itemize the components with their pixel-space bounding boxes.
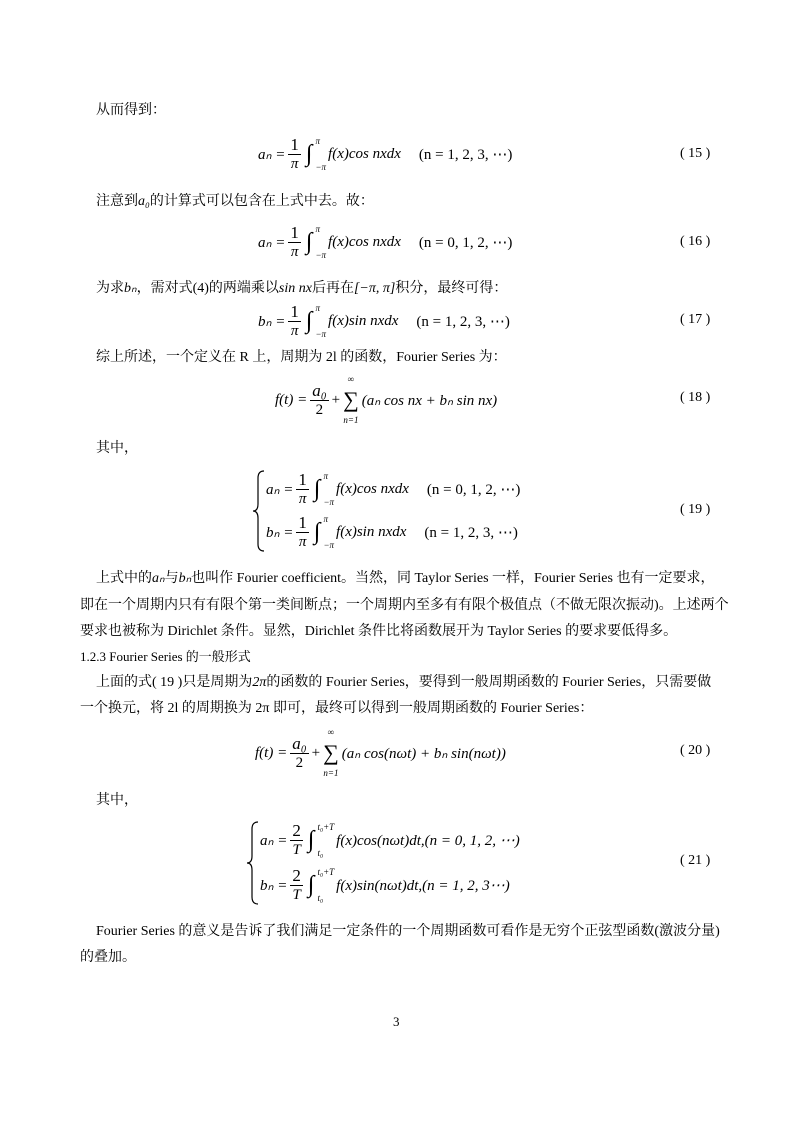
equation-label: ( 20 ) bbox=[680, 743, 711, 758]
text-line: 综上所述，一个定义在 R 上，周期为 2l 的函数，Fourier Series 为： bbox=[96, 350, 507, 365]
numerator: 1 bbox=[290, 302, 299, 321]
text-line bbox=[96, 280, 507, 298]
sigma-icon: ∑ bbox=[343, 387, 359, 412]
upper-limit: t₀+T bbox=[317, 867, 335, 877]
fraction bbox=[296, 470, 309, 508]
eq-lhs: aₙ = bbox=[266, 481, 294, 498]
text: 注意到 bbox=[96, 194, 138, 209]
equation-label: ( 17 ) bbox=[680, 312, 711, 327]
plus-sign: + bbox=[311, 744, 321, 761]
eq-lhs: aₙ = bbox=[258, 234, 286, 251]
upper-limit: π bbox=[315, 303, 320, 313]
text: 积分，最终可得： bbox=[395, 281, 508, 296]
equation-15 bbox=[258, 135, 512, 173]
numerator: a₀ bbox=[312, 381, 327, 400]
integral bbox=[306, 136, 326, 172]
text: 后再在 bbox=[311, 281, 354, 296]
equation-20 bbox=[255, 727, 506, 779]
integral bbox=[306, 224, 326, 260]
integral bbox=[314, 471, 334, 507]
denominator: π bbox=[298, 534, 307, 550]
text-line: 其中， bbox=[96, 441, 138, 456]
text: 上式中的 bbox=[96, 571, 152, 586]
integral bbox=[314, 514, 334, 550]
math-var: aₙ bbox=[152, 571, 165, 586]
integral-sign-icon: ∫ bbox=[305, 229, 313, 255]
fraction bbox=[296, 513, 309, 551]
denominator: T bbox=[292, 842, 301, 858]
eq-lhs: bₙ = bbox=[266, 524, 294, 541]
upper-limit: ∞ bbox=[347, 374, 355, 384]
fraction bbox=[288, 223, 301, 261]
denominator: π bbox=[290, 244, 299, 260]
equation-21a bbox=[260, 821, 520, 859]
plus-sign: + bbox=[331, 391, 341, 408]
numerator: 1 bbox=[298, 470, 307, 489]
math-var: bₙ bbox=[178, 571, 192, 586]
numerator: 1 bbox=[298, 513, 307, 532]
denominator: π bbox=[290, 323, 299, 339]
fraction bbox=[310, 381, 328, 419]
lower-limit: t₀ bbox=[317, 848, 324, 858]
lower-limit: n=1 bbox=[323, 768, 339, 778]
sigma-icon: ∑ bbox=[323, 740, 339, 765]
eq-condition: (n = 1, 2, 3, ⋯) bbox=[424, 524, 518, 541]
equation-label: ( 21 ) bbox=[680, 853, 711, 868]
denominator: 2 bbox=[295, 755, 304, 771]
lower-limit: −π bbox=[323, 540, 335, 550]
text-line bbox=[96, 193, 374, 211]
denominator: π bbox=[298, 491, 307, 507]
eq-lhs: bₙ = bbox=[260, 877, 288, 894]
integral-sign-icon: ∫ bbox=[305, 308, 313, 334]
equation-18 bbox=[275, 374, 497, 426]
text-line: 的叠加。 bbox=[80, 950, 136, 965]
text-line: 一个换元，将 2l 的周期换为 2π 即可，最终可以得到一般周期函数的 Fourier Series： bbox=[80, 701, 594, 716]
integral-sign-icon: ∫ bbox=[313, 476, 321, 502]
text-line: 从而得到： bbox=[96, 103, 166, 118]
numerator: 1 bbox=[290, 223, 299, 242]
upper-limit: π bbox=[323, 471, 328, 481]
section-heading: 1.2.3 Fourier Series 的一般形式 bbox=[80, 649, 251, 664]
eq-body: f(x)sin nxdx bbox=[328, 312, 399, 329]
integral bbox=[308, 867, 334, 903]
equation-label: ( 19 ) bbox=[680, 502, 711, 517]
upper-limit: t₀+T bbox=[317, 822, 335, 832]
denominator: T bbox=[292, 887, 301, 903]
upper-limit: π bbox=[323, 514, 328, 524]
eq-condition: (n = 1, 2, 3, ⋯) bbox=[416, 313, 510, 330]
text-line bbox=[96, 570, 714, 588]
equation-label: ( 15 ) bbox=[680, 146, 711, 161]
eq-body: f(x)cos nxdx bbox=[328, 233, 401, 250]
denominator: 2 bbox=[315, 402, 324, 418]
fraction bbox=[288, 302, 301, 340]
fraction bbox=[290, 866, 303, 904]
equation-16 bbox=[258, 223, 512, 261]
text-line: 要求也被称为 Dirichlet 条件。显然，Dirichlet 条件比将函数展开为 Taylor Series 的要求要低得多。 bbox=[80, 624, 678, 639]
integral bbox=[308, 822, 334, 858]
math-expr: sin nx bbox=[278, 281, 312, 296]
eq-lhs: bₙ = bbox=[258, 313, 286, 330]
text-line bbox=[96, 674, 711, 692]
equation-label: ( 18 ) bbox=[680, 390, 711, 405]
numerator: 1 bbox=[290, 135, 299, 154]
eq-body: (aₙ cos nx + bₙ sin nx) bbox=[361, 392, 498, 409]
math-expr: [−π, π] bbox=[353, 281, 396, 296]
text: 的函数的 Fourier Series，要得到一般周期函数的 Fourier Series，只需要做 bbox=[266, 675, 712, 690]
left-brace-icon bbox=[246, 821, 260, 905]
fraction bbox=[290, 734, 308, 772]
numerator: 2 bbox=[292, 866, 301, 885]
equation-19a bbox=[266, 470, 520, 508]
eq-condition: (n = 0, 1, 2, ⋯) bbox=[418, 234, 513, 251]
equation-label: ( 16 ) bbox=[680, 234, 711, 249]
summation bbox=[323, 727, 339, 779]
integral bbox=[306, 303, 326, 339]
integral-sign-icon: ∫ bbox=[307, 827, 315, 853]
summation bbox=[343, 374, 359, 426]
eq-condition: (n = 1, 2, 3, ⋯) bbox=[418, 146, 513, 163]
numerator: 2 bbox=[292, 821, 301, 840]
eq-body: f(x)sin nxdx bbox=[336, 523, 407, 540]
eq-body: f(x)sin(nωt)dt,(n = 1, 2, 3⋯) bbox=[336, 877, 510, 894]
text: 的计算式可以包含在上式中去。故： bbox=[149, 194, 374, 209]
equation-17 bbox=[258, 302, 510, 340]
eq-condition: (n = 0, 1, 2, ⋯) bbox=[426, 481, 521, 498]
eq-lhs: f(t) = bbox=[255, 744, 288, 761]
numerator: a₀ bbox=[292, 734, 307, 753]
eq-body: f(x)cos(nωt)dt,(n = 0, 1, 2, ⋯) bbox=[336, 832, 520, 849]
eq-lhs: aₙ = bbox=[260, 832, 288, 849]
lower-limit: n=1 bbox=[343, 415, 359, 425]
lower-limit: −π bbox=[315, 250, 327, 260]
math-var: a₀ bbox=[138, 194, 150, 209]
fraction bbox=[290, 821, 303, 859]
text: ，需对式(4)的两端乘以 bbox=[136, 281, 279, 296]
text: 为求 bbox=[96, 281, 124, 296]
left-brace-icon bbox=[252, 470, 266, 552]
eq-body: (aₙ cos(nωt) + bₙ sin(nωt)) bbox=[341, 745, 506, 762]
lower-limit: −π bbox=[315, 162, 327, 172]
eq-lhs: f(t) = bbox=[275, 391, 308, 408]
text: 也叫作 Fourier coefficient。当然，同 Taylor Series 一样，Fourier Series 也有一定要求， bbox=[191, 571, 715, 586]
fraction bbox=[288, 135, 301, 173]
denominator: π bbox=[290, 156, 299, 172]
upper-limit: ∞ bbox=[327, 727, 335, 737]
equation-21b bbox=[260, 866, 510, 904]
equation-19b bbox=[266, 513, 518, 551]
lower-limit: −π bbox=[323, 497, 335, 507]
eq-body: f(x)cos nxdx bbox=[328, 145, 401, 162]
integral-sign-icon: ∫ bbox=[307, 872, 315, 898]
text: 上面的式( 19 )只是周期为 bbox=[96, 675, 253, 690]
integral-sign-icon: ∫ bbox=[313, 519, 321, 545]
text-line: 其中， bbox=[96, 793, 138, 808]
integral-sign-icon: ∫ bbox=[305, 141, 313, 167]
lower-limit: t₀ bbox=[317, 893, 324, 903]
upper-limit: π bbox=[315, 136, 320, 146]
eq-lhs: aₙ = bbox=[258, 146, 286, 163]
upper-limit: π bbox=[315, 224, 320, 234]
math-expr: 2π bbox=[252, 675, 267, 690]
eq-body: f(x)cos nxdx bbox=[336, 480, 409, 497]
page-number: 3 bbox=[393, 1014, 400, 1029]
math-var: bₙ bbox=[124, 281, 137, 296]
text: 与 bbox=[164, 571, 179, 586]
lower-limit: −π bbox=[315, 329, 327, 339]
text-line: Fourier Series 的意义是告诉了我们满足一定条件的一个周期函数可看作是无穷个正弦型函数(激波分量) bbox=[96, 924, 720, 939]
text-line: 即在一个周期内只有有限个第一类间断点；一个周期内至多有有限个极值点（不做无限次振动)。上述两个 bbox=[80, 598, 729, 613]
